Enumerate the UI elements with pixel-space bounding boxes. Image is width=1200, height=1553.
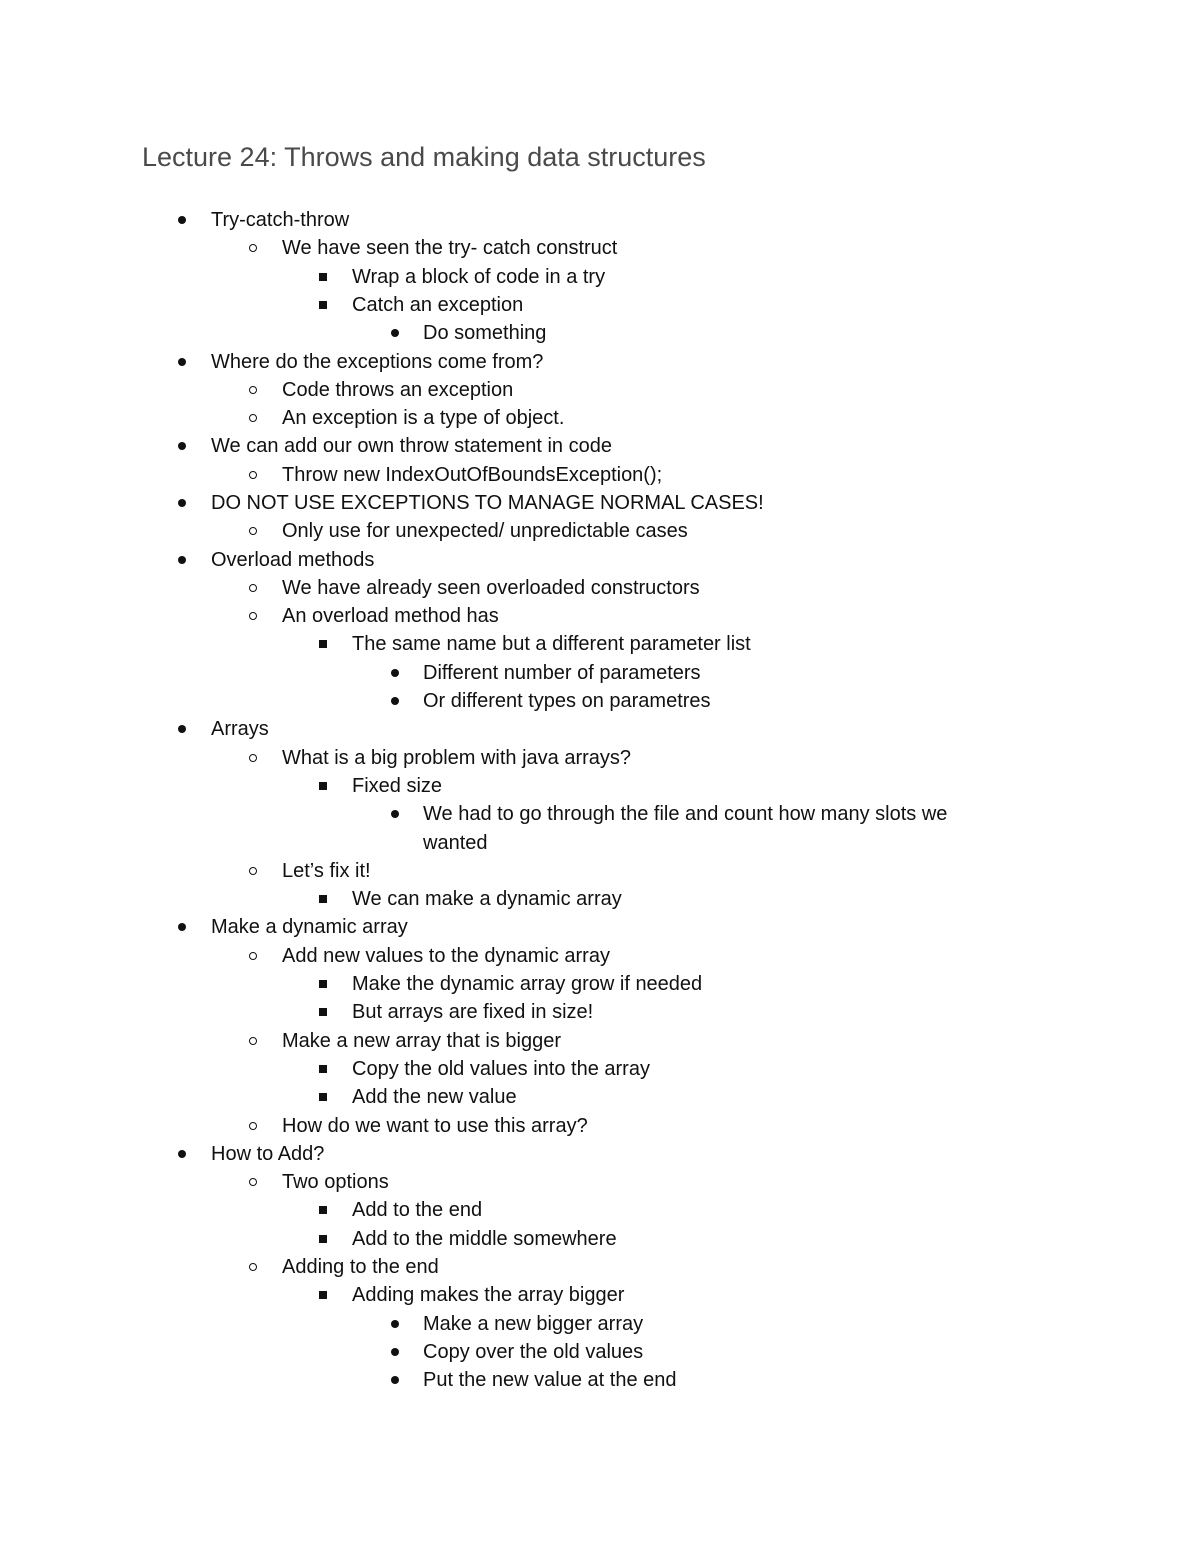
list-item	[0, 1198, 1200, 1222]
list-item-text: Copy the old values into the array	[352, 1058, 650, 1080]
circle-bullet-icon	[249, 527, 257, 535]
square-bullet-icon	[319, 1065, 327, 1073]
list-item	[0, 519, 1200, 543]
list-item	[0, 689, 1200, 713]
list-item	[0, 1283, 1200, 1307]
list-item-text: Arrays	[211, 718, 269, 740]
list-item-text: Adding to the end	[282, 1256, 439, 1278]
list-item-text: But arrays are fixed in size!	[352, 1001, 594, 1023]
list-item	[0, 1368, 1200, 1392]
list-item-text: Add to the end	[352, 1199, 483, 1221]
square-bullet-icon	[319, 640, 327, 648]
circle-bullet-icon	[249, 584, 257, 592]
list-item-text: Do something	[423, 322, 547, 344]
list-item	[0, 746, 1200, 770]
list-item-text: Make a new array that is bigger	[282, 1030, 562, 1052]
list-item-text: Add new values to the dynamic array	[282, 945, 610, 967]
list-item	[0, 321, 1200, 345]
list-item-text: Let’s fix it!	[282, 860, 371, 882]
square-bullet-icon	[319, 1291, 327, 1299]
list-item-text: How to Add?	[211, 1143, 325, 1165]
list-item	[0, 1255, 1200, 1279]
list-item-text: How do we want to use this array?	[282, 1115, 588, 1137]
disc-bullet-icon	[391, 669, 399, 677]
list-item-text: Code throws an exception	[282, 379, 514, 401]
circle-bullet-icon	[249, 1178, 257, 1186]
square-bullet-icon	[319, 301, 327, 309]
list-item	[0, 265, 1200, 289]
disc-bullet-icon	[178, 499, 186, 507]
list-item	[0, 1227, 1200, 1251]
list-item	[0, 1114, 1200, 1138]
list-item	[0, 887, 1200, 911]
list-item	[0, 1057, 1200, 1081]
page-title: Lecture 24: Throws and making data structures	[142, 142, 706, 172]
list-item	[0, 293, 1200, 317]
disc-bullet-icon	[178, 923, 186, 931]
list-item	[0, 406, 1200, 430]
list-item	[0, 1312, 1200, 1336]
circle-bullet-icon	[249, 867, 257, 875]
list-item	[0, 1085, 1200, 1109]
disc-bullet-icon	[178, 725, 186, 733]
list-item-text: Where do the exceptions come from?	[211, 351, 544, 373]
list-item-text: Throw new IndexOutOfBoundsException();	[282, 464, 663, 486]
disc-bullet-icon	[391, 1376, 399, 1384]
circle-bullet-icon	[249, 612, 257, 620]
list-item-text-continuation: wanted	[423, 832, 488, 854]
disc-bullet-icon	[178, 216, 186, 224]
list-item-text: Make a dynamic array	[211, 916, 408, 938]
list-item	[0, 463, 1200, 487]
list-item	[0, 944, 1200, 968]
list-item	[0, 434, 1200, 458]
list-item-text: We can add our own throw statement in code	[211, 435, 612, 457]
list-item	[0, 491, 1200, 515]
list-item-text: Fixed size	[352, 775, 443, 797]
list-item	[0, 208, 1200, 232]
disc-bullet-icon	[178, 442, 186, 450]
list-item-text: Catch an exception	[352, 294, 524, 316]
list-item-text: Add the new value	[352, 1086, 517, 1108]
disc-bullet-icon	[178, 556, 186, 564]
list-item	[0, 548, 1200, 572]
disc-bullet-icon	[391, 329, 399, 337]
list-item	[0, 604, 1200, 628]
circle-bullet-icon	[249, 414, 257, 422]
list-item-text: Adding makes the array bigger	[352, 1284, 625, 1306]
circle-bullet-icon	[249, 1263, 257, 1271]
list-item-text: An overload method has	[282, 605, 499, 627]
list-item-text: Different number of parameters	[423, 662, 701, 684]
disc-bullet-icon	[391, 1348, 399, 1356]
list-item-text: Put the new value at the end	[423, 1369, 677, 1391]
square-bullet-icon	[319, 782, 327, 790]
list-item-text: We have seen the try- catch construct	[282, 237, 618, 259]
list-item-text: We can make a dynamic array	[352, 888, 622, 910]
disc-bullet-icon	[391, 810, 399, 818]
disc-bullet-icon	[391, 697, 399, 705]
list-item	[0, 915, 1200, 939]
list-item-text: Copy over the old values	[423, 1341, 644, 1363]
circle-bullet-icon	[249, 1122, 257, 1130]
list-item	[0, 632, 1200, 656]
square-bullet-icon	[319, 1235, 327, 1243]
list-item-text: Or different types on parametres	[423, 690, 711, 712]
circle-bullet-icon	[249, 386, 257, 394]
square-bullet-icon	[319, 273, 327, 281]
list-item	[0, 802, 1200, 826]
circle-bullet-icon	[249, 952, 257, 960]
list-item-text: Wrap a block of code in a try	[352, 266, 606, 288]
list-item	[0, 1000, 1200, 1024]
list-item-text: Make a new bigger array	[423, 1313, 644, 1335]
list-item-text: What is a big problem with java arrays?	[282, 747, 632, 769]
list-item	[0, 236, 1200, 260]
square-bullet-icon	[319, 1008, 327, 1016]
list-item	[0, 774, 1200, 798]
square-bullet-icon	[319, 980, 327, 988]
list-item	[0, 661, 1200, 685]
list-item-text: Add to the middle somewhere	[352, 1228, 617, 1250]
list-item-text: Overload methods	[211, 549, 375, 571]
circle-bullet-icon	[249, 754, 257, 762]
list-item-text: Only use for unexpected/ unpredictable cases	[282, 520, 688, 542]
list-item	[0, 576, 1200, 600]
disc-bullet-icon	[178, 1150, 186, 1158]
list-item	[0, 1340, 1200, 1364]
list-item-text: We had to go through the file and count how many slots we	[423, 803, 948, 825]
list-item	[0, 1029, 1200, 1053]
list-item-text: DO NOT USE EXCEPTIONS TO MANAGE NORMAL CASES!	[211, 492, 764, 514]
circle-bullet-icon	[249, 244, 257, 252]
list-item	[0, 378, 1200, 402]
list-item	[0, 859, 1200, 883]
list-item-text: Two options	[282, 1171, 389, 1193]
list-item-text: We have already seen overloaded constructors	[282, 577, 700, 599]
list-item-text: Make the dynamic array grow if needed	[352, 973, 703, 995]
list-item	[0, 350, 1200, 374]
list-item	[0, 1170, 1200, 1194]
list-item-text: The same name but a different parameter list	[352, 633, 751, 655]
list-item	[0, 972, 1200, 996]
square-bullet-icon	[319, 1093, 327, 1101]
disc-bullet-icon	[178, 358, 186, 366]
list-item-text: An exception is a type of object.	[282, 407, 565, 429]
circle-bullet-icon	[249, 471, 257, 479]
circle-bullet-icon	[249, 1037, 257, 1045]
square-bullet-icon	[319, 895, 327, 903]
list-item	[0, 717, 1200, 741]
disc-bullet-icon	[391, 1320, 399, 1328]
list-item	[0, 1142, 1200, 1166]
square-bullet-icon	[319, 1206, 327, 1214]
list-item-text: Try-catch-throw	[211, 209, 350, 231]
